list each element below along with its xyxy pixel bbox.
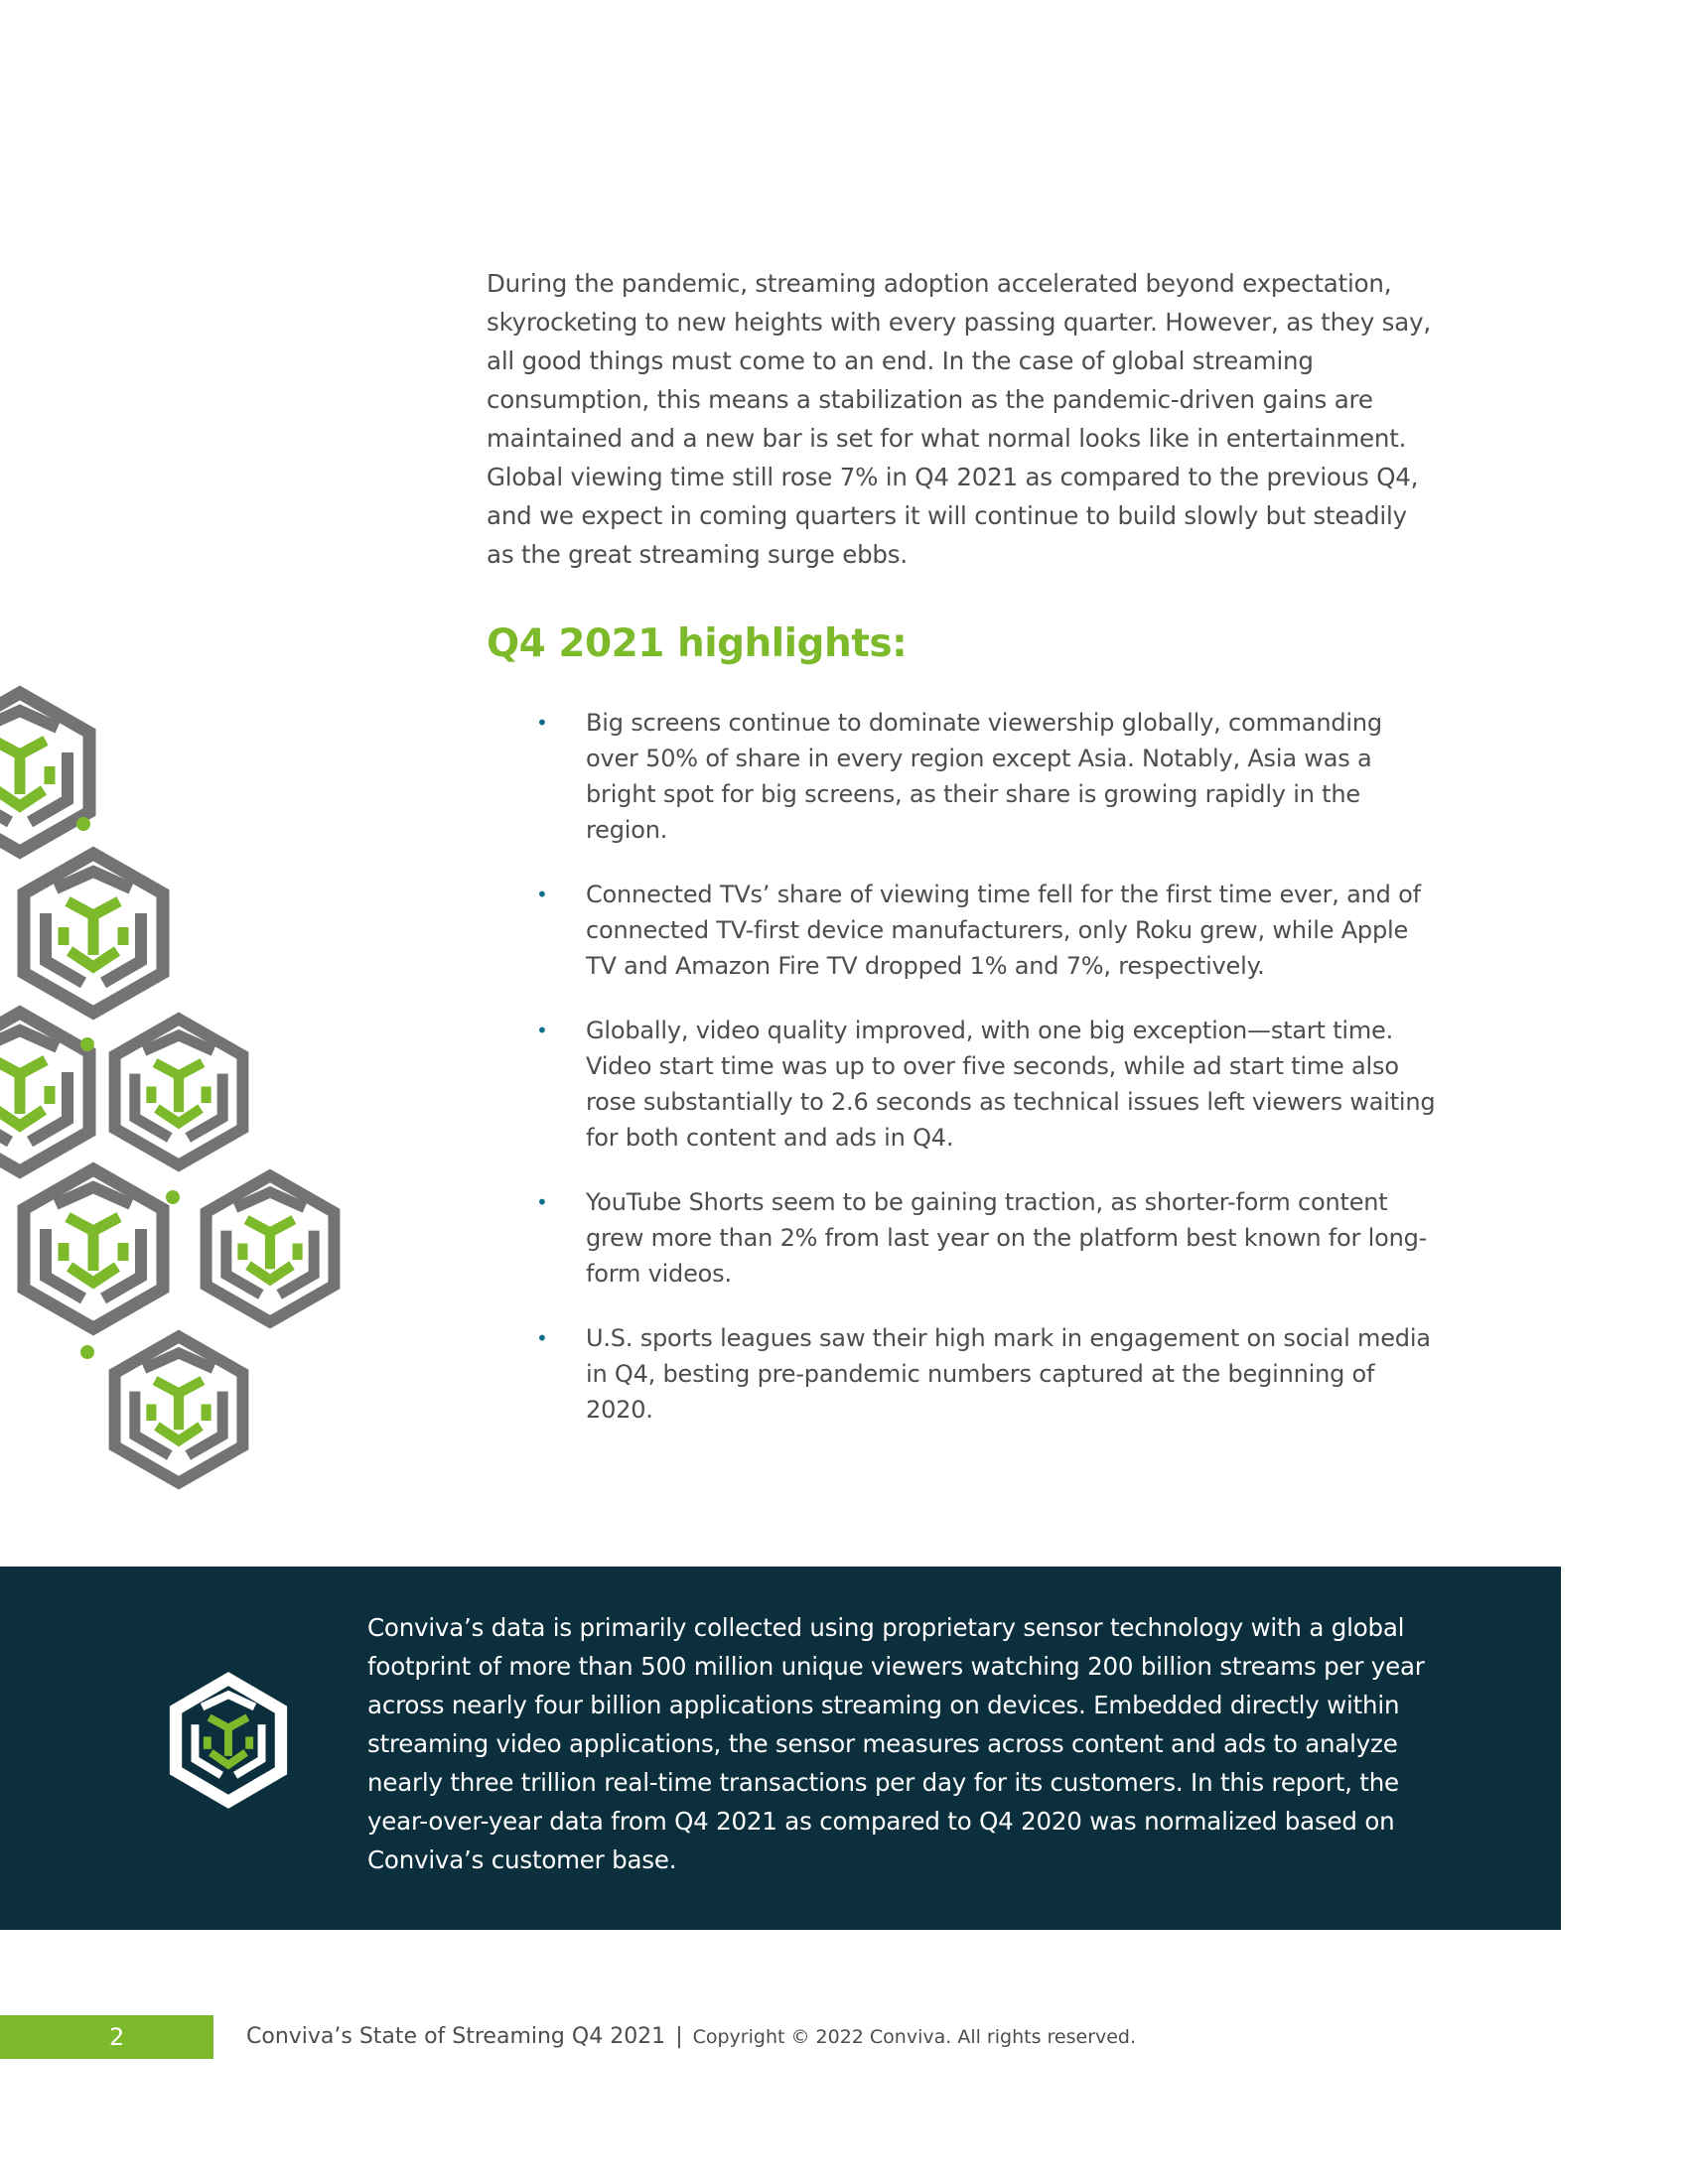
- methodology-text: Conviva’s data is primarily collected using proprietary sensor technology with a global footprint of more than 500 million unique viewers watching 200 billion streams per year across nearly four billion applications streaming on devices. Embedded directly within streaming video applications, the sensor measures across content and ads to analyze nearly three trillion real-time transactions per day for its customers. In this report, the year-over-year data from Q4 2021 as compared to Q4 2020 was normalized based on Conviva’s customer base.: [367, 1613, 1425, 1874]
- bullet-icon: •: [536, 1019, 548, 1042]
- highlights-list: [536, 705, 1440, 1456]
- hexagon-pattern-decoration: [0, 685, 367, 1519]
- bullet-icon: •: [536, 1326, 548, 1350]
- list-item: [536, 1013, 1440, 1156]
- footer-copyright: Copyright © 2022 Conviva. All rights reserved.: [692, 2026, 1137, 2048]
- footer-separator: |: [675, 2024, 683, 2049]
- list-item: [536, 705, 1440, 848]
- footer: [246, 2015, 1136, 2059]
- page-number: 2: [109, 2023, 125, 2051]
- highlights-heading: Q4 2021 highlights:: [487, 621, 908, 666]
- conviva-hexagon-logo-icon: [161, 1666, 296, 1815]
- list-item: [536, 877, 1440, 984]
- highlight-text: YouTube Shorts seem to be gaining traction, as shorter-form content grew more than 2% from last year on the platform best known for long-form videos.: [586, 1188, 1428, 1288]
- highlight-text: Connected TVs’ share of viewing time fell for the first time ever, and of connected TV-first device manufacturers, only Roku grew, while Apple TV and Amazon Fire TV dropped 1% and 7%, respectively.: [586, 881, 1421, 980]
- list-item: [536, 1320, 1440, 1428]
- page-number-bar: [0, 2015, 213, 2059]
- methodology-box: [0, 1567, 1561, 1930]
- highlight-text: U.S. sports leagues saw their high mark in engagement on social media in Q4, besting pre-pandemic numbers captured at the beginning of 2020.: [586, 1324, 1431, 1424]
- intro-paragraph: During the pandemic, streaming adoption accelerated beyond expectation, skyrocketing to new heights with every passing quarter. However, as they say, all good things must come to an end. In the case of global streaming consumption, this means a stabilization as the pandemic-driven gains are maintained and a new bar is set for what normal looks like in entertainment. Global viewing time still rose 7% in Q4 2021 as compared to the previous Q4, and we expect in coming quarters it will continue to build slowly but steadily as the great streaming surge ebbs.: [487, 269, 1431, 569]
- bullet-icon: •: [536, 1190, 548, 1214]
- footer-title: Conviva’s State of Streaming Q4 2021: [246, 2024, 666, 2049]
- highlight-text: Big screens continue to dominate viewership globally, commanding over 50% of share in every region except Asia. Notably, Asia was a bright spot for big screens, as their share is growing rapidly in the region.: [586, 709, 1382, 844]
- highlight-text: Globally, video quality improved, with one big exception—start time. Video start time was up to over five seconds, while ad start time also rose substantially to 2.6 seconds as technical issues left viewers waiting for both content and ads in Q4.: [586, 1017, 1436, 1152]
- bullet-icon: •: [536, 883, 548, 906]
- list-item: [536, 1184, 1440, 1292]
- bullet-icon: •: [536, 711, 548, 735]
